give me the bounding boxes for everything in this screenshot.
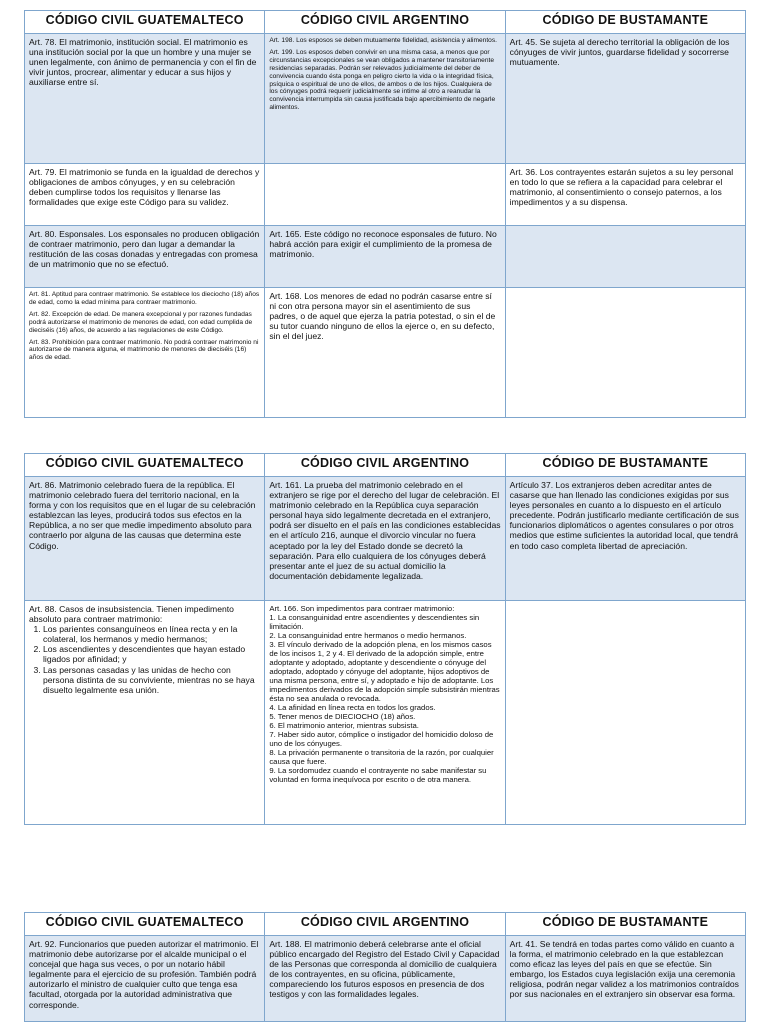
cell-bust-art36: Art. 36. Los contrayentes estarán sujetos a su ley personal en todo lo que se refiera a la capacidad para celebrar el matrimonio, al consentimiento o consejo paternos, a los impedimentos y a su dispensa.: [505, 164, 745, 226]
header-guatemalteco: CÓDIGO CIVIL GUATEMALTECO: [25, 11, 265, 34]
guat-art83: Art. 83. Prohibición para contraer matrimonio. No podrá contraer matrimonio ni autorizarse de manera alguna, el matrimonio de menores de dieciséis (16) años de edad.: [29, 338, 259, 362]
list-item: 3. Las personas casadas y las unidas de hecho con persona distinta de su conviviente, mientras no se haya disuelto legalmente esa unión.: [43, 665, 260, 695]
table-row: [25, 601, 746, 825]
cell-arg-art161: Art. 161. La prueba del matrimonio celebrado en el extranjero se rige por el derecho del lugar de celebración. El matrimonio celebrado en la República cuya separación personal haya sido legalmente decretada en el extranjero, podrá ser disuelto en el país en las condiciones establecidas en el artículo 216, aunque el divorcio vincular no fuera aceptado por la ley del Estado donde se decretó la separación. Para ello cualquiera de los cónyuges deberá presentar ante el juez de su actual domicilio la documentación debidamente legalizada.: [265, 477, 505, 601]
header-row: [25, 454, 746, 477]
cell-arg-art168: Art. 168. Los menores de edad no podrán casarse entre sí ni con otra persona mayor sin el asentimiento de sus padres, o de aquel que ejerza la patria potestad, o sin el de su tutor cuando ninguno de ellos la ejerce o, en su defecto, sin el del juez.: [265, 288, 505, 418]
arg-art166-line: Art. 166. Son impedimentos para contraer matrimonio:: [269, 604, 455, 613]
cell-bust-empty: [505, 288, 745, 418]
cell-arg-empty: [265, 164, 505, 226]
arg-art166-line: 4. La afinidad en línea recta en todos los grados.: [269, 703, 436, 712]
arg-art166-line: 6. El matrimonio anterior, mientras subsista.: [269, 721, 419, 730]
comparison-table-1: [24, 10, 746, 418]
cell-guat-art81-83: [25, 288, 265, 418]
arg-art166-line: 2. La consanguinidad entre hermanos o medio hermanos.: [269, 631, 467, 640]
arg-art199: Art. 199. Los esposos deben convivir en una misma casa, a menos que por circunstancias excepcionales se vean obligados a mantener transitoriamente residencias separadas. Podrán ser relevados judicialmente del deber de convivencia cuando ésta ponga en peligro cierto la vida o la integridad física, psíquica o espiritual de uno de ellos, de ambos o de los hijos. Cualquiera de los cónyuges podrá requerir judicialmente se intime al otro a reanudar la convivencia interrumpida sin causa justificada bajo apercibimiento de negarle alimentos.: [269, 48, 496, 112]
arg-art166-line: 9. La sordomudez cuando el contrayente no sabe manifestar su voluntad en forma inequívoca por escrito o de otra manera.: [269, 766, 487, 784]
table-row: [25, 936, 746, 1022]
guat-art88-intro: Art. 88. Casos de insubsistencia. Tienen impedimento absoluto para contraer matrimonio:: [29, 604, 234, 625]
cell-arg-art165: Art. 165. Este código no reconoce esponsales de futuro. No habrá acción para exigir el cumplimiento de la promesa de matrimonio.: [265, 226, 505, 288]
header-argentino: CÓDIGO CIVIL ARGENTINO: [265, 913, 505, 936]
header-bustamante: CÓDIGO DE BUSTAMANTE: [505, 913, 745, 936]
cell-arg-art188: Art. 188. El matrimonio deberá celebrarse ante el oficial público encargado del Registro del Estado Civil y Capacidad de las Personas que corresponda al domicilio de cualquiera de los contrayentes, en su oficina, públicamente, compareciendo los futuros esposos en presencia de dos testigos y con las formalidades legales.: [265, 936, 505, 1022]
table-row: [25, 226, 746, 288]
cell-arg-art166: [265, 601, 505, 825]
cell-bust-empty: [505, 601, 745, 825]
cell-guat-art92: Art. 92. Funcionarios que pueden autorizar el matrimonio. El matrimonio debe autorizarse por el alcalde municipal o el concejal que haga sus veces, o por un notario hábil legalmente para el ejercicio de su profesión. También podrá autorizarlo el ministro de cualquier culto que tenga esa facultad, otorgada por la autoridad administrativa que corresponde.: [25, 936, 265, 1022]
cell-guat-art80: Art. 80. Esponsales. Los esponsales no producen obligación de contraer matrimonio, pero dan lugar a demandar la restitución de las cosas donadas y entregadas con promesa de un matrimonio que no se efectuó.: [25, 226, 265, 288]
arg-art166-line: 8. La privación permanente o transitoria de la razón, por cualquier causa que fuere.: [269, 748, 494, 766]
guat-art88-list: [29, 624, 260, 695]
table-row: [25, 164, 746, 226]
header-row: [25, 11, 746, 34]
table-row: [25, 34, 746, 164]
cell-bust-art45: Art. 45. Se sujeta al derecho territorial la obligación de los cónyuges de vivir juntos, guardarse fidelidad y socorrerse mutuamente.: [505, 34, 745, 164]
guat-art82: Art. 82. Excepción de edad. De manera excepcional y por razones fundadas podrá autorizarse el matrimonio de menores de edad, con edad cumplida de dieciséis (16) años, de acuerdo a las regulaciones de este Código.: [29, 310, 253, 334]
arg-art166-line: 3. El vínculo derivado de la adopción plena, en los mismos casos de los incisos 1, 2 y 4. El derivado de la adopción simple, entre adoptante y adoptado, adoptante y descendiente o cónyuge del adoptado, adoptado y cónyuge del adoptante, hijos adoptivos de una misma persona, entre sí, y adoptado e hijo de adoptante. Los impedimentos derivados de la adopción simple subsistirán mientras ésta no sea anulada o revocada.: [269, 640, 500, 703]
header-bustamante: CÓDIGO DE BUSTAMANTE: [505, 454, 745, 477]
cell-bust-art37: Artículo 37. Los extranjeros deben acreditar antes de casarse que han llenado las condiciones exigidas por sus leyes personales en cuanto a lo dispuesto en el artículo precedente. Podrán justificarlo mediante certificación de sus funcionarios diplomáticos o agentes consulares o por otros medios que estime suficientes la autoridad local, que tendrá en todo caso completa libertad de apreciación.: [505, 477, 745, 601]
table-row: [25, 477, 746, 601]
guat-art81: Art. 81. Aptitud para contraer matrimonio. Se establece los dieciocho (18) años de edad, como la edad mínima para contraer matrimonio.: [29, 291, 260, 306]
header-row: [25, 913, 746, 936]
cell-guat-art86: Art. 86. Matrimonio celebrado fuera de la república. El matrimonio celebrado fuera del territorio nacional, en la forma y con los requisitos que en el lugar de su celebración establezcan las leyes, producirá todos sus efectos en la República, a no ser que medie impedimento absoluto para contraerlo por alguna de las causas que determina este Código.: [25, 477, 265, 601]
arg-art166-line: 5. Tener menos de DIECIOCHO (18) años.: [269, 712, 416, 721]
header-argentino: CÓDIGO CIVIL ARGENTINO: [265, 454, 505, 477]
list-item: 1. Los parientes consanguíneos en línea recta y en la colateral, los hermanos y medio hermanos;: [43, 624, 260, 644]
cell-arg-art198-199: [265, 34, 505, 164]
header-guatemalteco: CÓDIGO CIVIL GUATEMALTECO: [25, 454, 265, 477]
arg-art198: Art. 198. Los esposos se deben mutuamente fidelidad, asistencia y alimentos.: [269, 37, 497, 44]
header-argentino: CÓDIGO CIVIL ARGENTINO: [265, 11, 505, 34]
header-guatemalteco: CÓDIGO CIVIL GUATEMALTECO: [25, 913, 265, 936]
list-item: 2. Los ascendientes y descendientes que hayan estado ligados por afinidad; y: [43, 644, 260, 664]
arg-art166-line: 1. La consanguinidad entre ascendientes y descendientes sin limitación.: [269, 613, 480, 631]
cell-bust-empty: [505, 226, 745, 288]
comparison-table-3: [24, 912, 746, 1022]
cell-guat-art88: [25, 601, 265, 825]
cell-guat-art78: Art. 78. El matrimonio, institución social. El matrimonio es una institución social por la que un hombre y una mujer se unen legalmente, con ánimo de permanencia y con el fin de vivir juntos, procrear, alimentar y educar a sus hijos y auxiliarse entre sí.: [25, 34, 265, 164]
arg-art166-line: 7. Haber sido autor, cómplice o instigador del homicidio doloso de uno de los cónyuges.: [269, 730, 494, 748]
cell-guat-art79: Art. 79. El matrimonio se funda en la igualdad de derechos y obligaciones de ambos cónyuges, y en su celebración deben cumplirse todos los requisitos y llenarse las formalidades que exige este Código para su validez.: [25, 164, 265, 226]
comparison-table-2: [24, 453, 746, 825]
cell-bust-art41: Art. 41. Se tendrá en todas partes como válido en cuanto a la forma, el matrimonio celebrado en la que establezcan como eficaz las leyes del país en que se efectúe. Sin embargo, los Estados cuya legislación exija una ceremonia religiosa, podrán negar validez a los matrimonios contraídos por sus nacionales en el extranjero sin observar esa forma.: [505, 936, 745, 1022]
header-bustamante: CÓDIGO DE BUSTAMANTE: [505, 11, 745, 34]
table-row: [25, 288, 746, 418]
